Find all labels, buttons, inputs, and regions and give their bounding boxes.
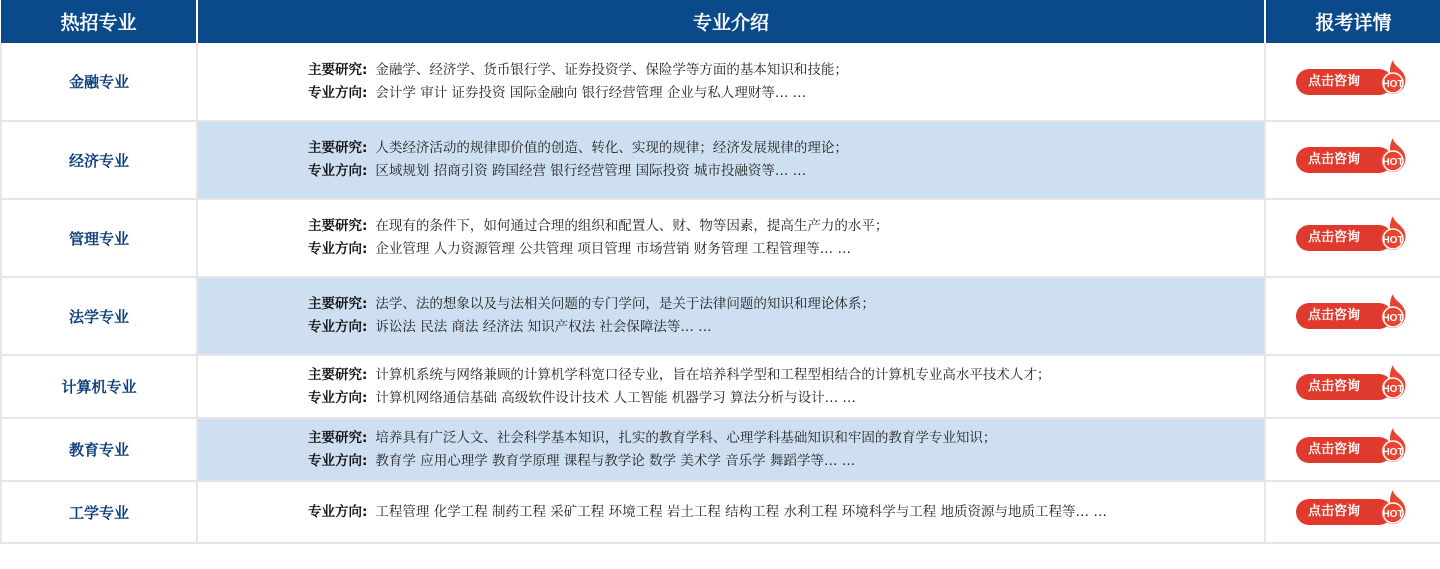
header-major-intro: 专业介绍 <box>197 0 1265 43</box>
action-cell <box>1265 121 1440 199</box>
research-label: 主要研究: <box>308 296 368 312</box>
research-label: 主要研究: <box>308 218 368 234</box>
hot-flame-icon <box>1376 364 1410 400</box>
hot-label: HOT <box>1382 235 1404 246</box>
action-cell <box>1265 481 1440 543</box>
direction-label: 专业方向: <box>308 389 368 406</box>
direction-line <box>308 450 1264 473</box>
research-label: 主要研究: <box>308 366 368 383</box>
major-intro-cell <box>197 481 1265 543</box>
research-text: 人类经济活动的规律即价值的创造、转化、实现的规律；经济发展规律的理论； <box>375 140 848 156</box>
direction-line <box>308 82 1264 105</box>
direction-text: 工程管理 化学工程 制药工程 采矿工程 环境工程 岩土工程 结构工程 水利工程 环境科学与工程 地质资源与地质工程等… … <box>375 503 1107 520</box>
major-intro-cell <box>197 355 1265 418</box>
table-row <box>1 481 1440 543</box>
research-line <box>308 427 1264 450</box>
hot-flame-icon <box>1376 59 1410 95</box>
hot-label: HOT <box>1382 78 1404 90</box>
direction-text: 企业管理 人力资源管理 公共管理 项目管理 市场营销 财务管理 工程管理等… … <box>375 241 851 257</box>
hot-label: HOT <box>1382 446 1404 458</box>
table-row <box>1 199 1440 277</box>
consult-button[interactable] <box>1296 303 1410 329</box>
research-label: 主要研究: <box>308 140 368 156</box>
major-intro-cell <box>197 418 1265 481</box>
consult-button[interactable] <box>1296 499 1410 525</box>
direction-text: 区域规划 招商引资 跨国经营 银行经营管理 国际投资 城市投融资等… … <box>375 163 807 179</box>
hot-label: HOT <box>1382 383 1404 395</box>
hot-flame-icon <box>1376 293 1410 329</box>
major-intro-cell <box>197 121 1265 199</box>
major-name: 金融专业 <box>1 43 197 121</box>
direction-label: 专业方向: <box>308 452 368 469</box>
consult-button-label: 点击咨询 <box>1296 437 1392 463</box>
hot-label: HOT <box>1382 157 1404 168</box>
action-cell <box>1265 277 1440 355</box>
research-text: 培养具有广泛人文、社会科学基本知识，扎实的教育学科、心理学科基础知识和牢固的教育学专业知识； <box>375 429 997 446</box>
table-row <box>1 277 1440 355</box>
consult-button-label: 点击咨询 <box>1296 69 1392 95</box>
major-intro-cell <box>197 43 1265 121</box>
major-name: 经济专业 <box>1 121 197 199</box>
direction-text: 教育学 应用心理学 教育学原理 课程与教学论 数学 美术学 音乐学 舞蹈学等… … <box>375 452 856 469</box>
research-text: 计算机系统与网络兼顾的计算机学科宽口径专业，旨在培养科学型和工程型相结合的计算机专业高水平技术人才； <box>375 366 1051 383</box>
direction-text: 计算机网络通信基础 高级软件设计技术 人工智能 机器学习 算法分析与设计… … <box>375 389 856 406</box>
research-text: 在现有的条件下，如何通过合理的组织和配置人、财、物等因素，提高生产力的水平； <box>375 218 889 234</box>
major-name: 计算机专业 <box>1 355 197 418</box>
action-cell <box>1265 199 1440 277</box>
header-apply-details: 报考详情 <box>1265 0 1440 43</box>
research-line <box>308 137 1264 160</box>
direction-label: 专业方向: <box>308 163 368 179</box>
direction-line <box>308 387 1264 410</box>
action-cell <box>1265 355 1440 418</box>
research-line <box>308 59 1264 82</box>
consult-button-label: 点击咨询 <box>1296 303 1392 329</box>
direction-text: 会计学 审计 证券投资 国际金融向 银行经营管理 企业与私人理财等… … <box>375 84 807 101</box>
consult-button-label: 点击咨询 <box>1296 374 1392 400</box>
major-name: 管理专业 <box>1 199 197 277</box>
direction-text: 诉讼法 民法 商法 经济法 知识产权法 社会保障法等… … <box>375 319 712 335</box>
major-intro-cell <box>197 277 1265 355</box>
consult-button[interactable] <box>1296 225 1410 251</box>
direction-line <box>308 501 1264 524</box>
consult-button-label: 点击咨询 <box>1296 147 1392 173</box>
direction-label: 专业方向: <box>308 319 368 335</box>
table-row <box>1 418 1440 481</box>
consult-button[interactable] <box>1296 147 1410 173</box>
direction-line <box>308 316 1264 339</box>
research-label: 主要研究: <box>308 61 368 78</box>
table-row <box>1 43 1440 121</box>
research-text: 金融学、经济学、货币银行学、证券投资学、保险学等方面的基本知识和技能； <box>375 61 848 78</box>
hot-label: HOT <box>1382 509 1404 520</box>
table-header-row <box>1 0 1440 43</box>
direction-line <box>308 160 1264 183</box>
hot-flame-icon <box>1376 427 1410 463</box>
consult-button[interactable] <box>1296 437 1410 463</box>
research-label: 主要研究: <box>308 429 368 446</box>
hot-label: HOT <box>1382 313 1404 324</box>
direction-label: 专业方向: <box>308 241 368 257</box>
action-cell <box>1265 418 1440 481</box>
hot-flame-icon <box>1376 489 1410 525</box>
consult-button[interactable] <box>1296 374 1410 400</box>
direction-line <box>308 238 1264 261</box>
action-cell <box>1265 43 1440 121</box>
major-name: 法学专业 <box>1 277 197 355</box>
research-line <box>308 215 1264 238</box>
consult-button[interactable] <box>1296 69 1410 95</box>
research-line <box>308 293 1264 316</box>
hot-flame-icon <box>1376 137 1410 173</box>
research-line <box>308 364 1264 387</box>
direction-label: 专业方向: <box>308 84 368 101</box>
consult-button-label: 点击咨询 <box>1296 225 1392 251</box>
hot-flame-icon <box>1376 215 1410 251</box>
table-row <box>1 355 1440 418</box>
major-name: 教育专业 <box>1 418 197 481</box>
header-hot-majors: 热招专业 <box>1 0 197 43</box>
consult-button-label: 点击咨询 <box>1296 499 1392 525</box>
direction-label: 专业方向: <box>308 503 368 520</box>
table-row <box>1 121 1440 199</box>
major-intro-cell <box>197 199 1265 277</box>
research-text: 法学、法的想象以及与法相关问题的专门学问，是关于法律问题的知识和理论体系； <box>375 296 875 312</box>
major-name: 工学专业 <box>1 481 197 543</box>
